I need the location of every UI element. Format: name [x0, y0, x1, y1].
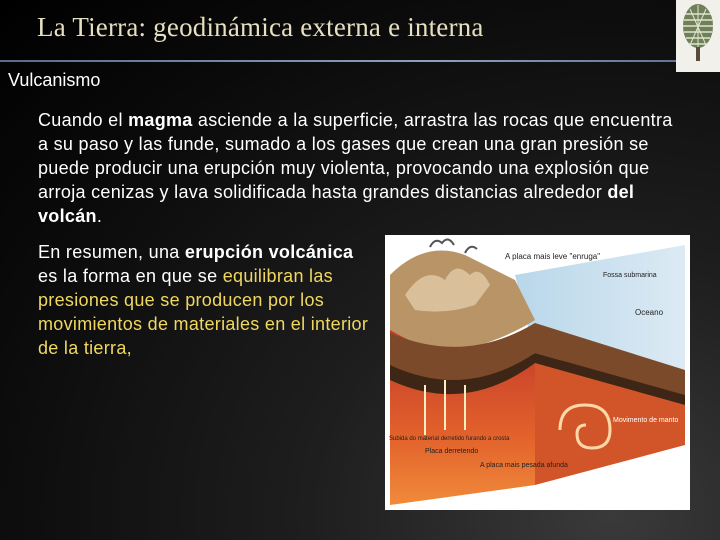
label-fossa: Fossa submarina [603, 272, 657, 279]
pine-cone-logo [676, 0, 720, 72]
text-bold-erupcion: erupción volcánica [184, 242, 354, 262]
text-highlight: equilibran las presiones que se producen por los movimientos de materiales en el interior de la tierra, [38, 266, 369, 358]
text-run: es la forma en que se [38, 266, 223, 286]
text-run: En resumen, una [38, 242, 185, 262]
label-placa-pesada: A placa mais pesada afunda [480, 462, 568, 469]
label-oceano: Oceano [635, 308, 664, 317]
title-divider [0, 60, 720, 62]
text-run: . [96, 206, 103, 226]
subduction-diagram [385, 235, 690, 510]
label-placa-derretendo: Placa derretendo [425, 448, 479, 455]
paragraph-summary [38, 240, 378, 360]
text-run: Cuando el [38, 110, 129, 130]
slide-title: La Tierra: geodinámica externa e interna [37, 12, 484, 42]
section-heading: Vulcanismo [8, 70, 101, 90]
label-subida: Subida do material derretido furando a crosta [389, 436, 510, 442]
paragraph-intro [38, 108, 688, 228]
text-bold-volcan: del volcán [38, 182, 635, 226]
label-movimento: Movimento de manto [613, 417, 679, 424]
text-bold-magma: magma [128, 110, 193, 130]
label-placa-arruga: A placa mais leve "enruga" [505, 252, 601, 261]
text-run: asciende a la superficie, arrastra las rocas que encuentra a su paso y las funde, sumado a los gases que crean una gran presión se puede producir una erupción muy violenta, provocando una explosión que arroja cenizas y lava solidificada hasta grandes distancias alrededor [38, 110, 673, 202]
